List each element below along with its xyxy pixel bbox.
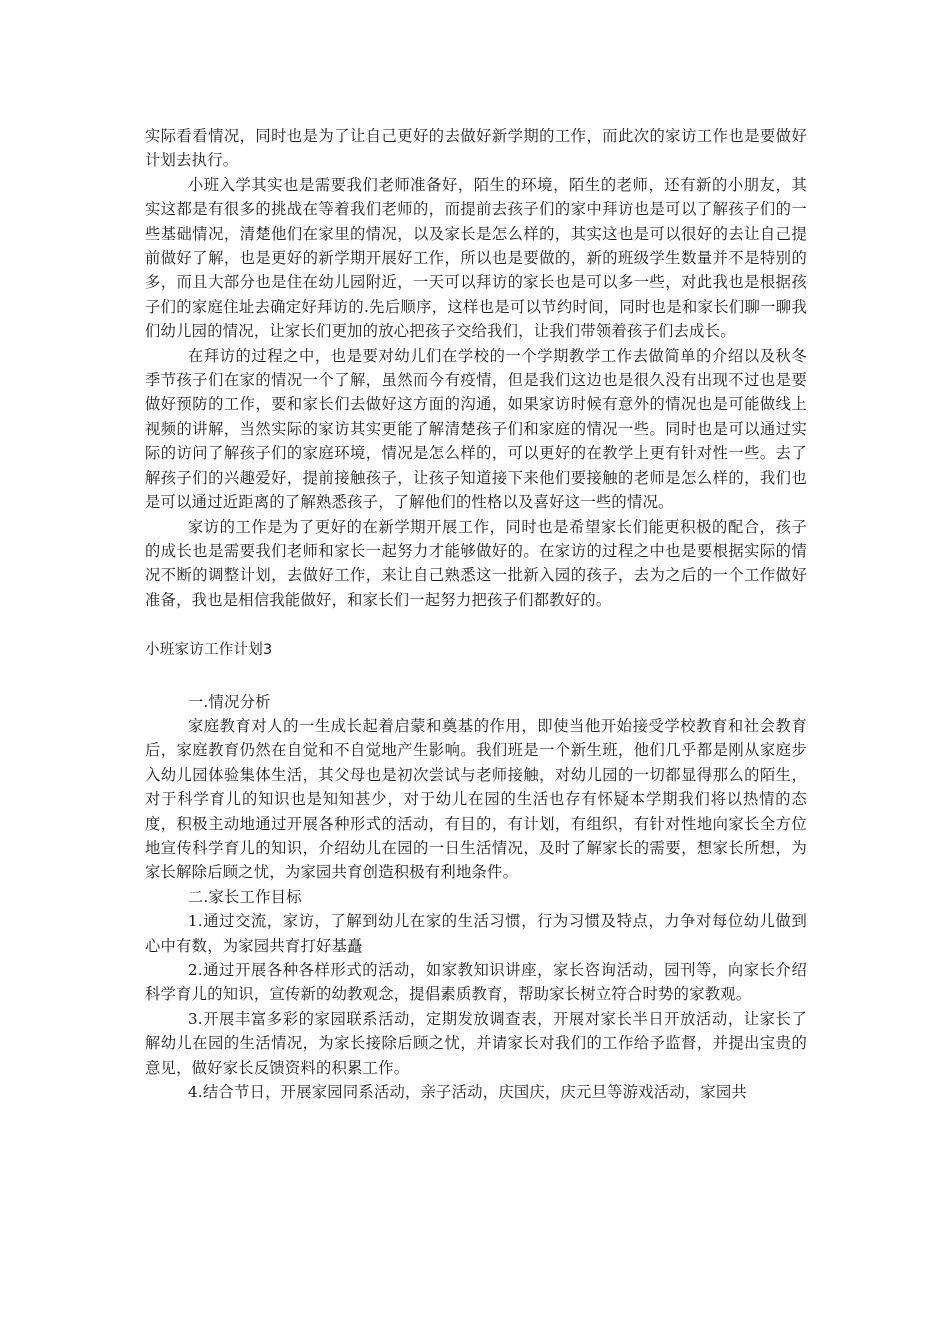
- paragraph: 家访的工作是为了更好的在新学期开展工作，同时也是希望家长们能更积极的配合，孩子的成长也是需要我们老师和家长一起努力才能够做好的。在家访的过程之中也是要根据实际的情况不断的调整计划，去做好工作，来让自己熟悉这一批新入园的孩子，去为之后的一个工作做好准备，我也是相信我能做好，和家长们一起努力把孩子们都教好的。: [145, 517, 807, 609]
- goal-item: 4.结合节日，开展家园同系活动，亲子活动，庆国庆，庆元旦等游戏活动，家园共: [187, 1083, 748, 1102]
- goal-item: 2.通过开展各种各样形式的活动，如家教知识讲座，家长咨询活动，园刊等，向家长介绍科学育儿的知识，宣传新的幼教观念，提倡素质教育，帮助家长树立符合时势的家教观。: [145, 961, 807, 1004]
- subheading-situation-analysis: 一.情况分析: [187, 692, 271, 711]
- subheading-parent-work-goals: 二.家长工作目标: [187, 887, 302, 906]
- paragraph: 在拜访的过程之中，也是要对幼儿们在学校的一个学期教学工作去做简单的介绍以及秋冬季节孩子们在家的情况一个了解，虽然而今有疫情，但是我们这边也是很久没有出现不过也是要做好预防的工作，要和家长们去做好这方面的沟通，如果家访时候有意外的情况也是可能做线上视频的讲解，当然实际的家访其实更能了解清楚孩子们和家庭的情况一些。同时也是可以通过实际的访问了解孩子们的家庭环境，情况是怎么样的，可以更好的在教学上更有针对性一些。去了解孩子们的兴趣爱好，提前接触孩子，让孩子知道接下来他们要接触的老师是怎么样的，我们也是可以通过近距离的了解熟悉孩子，了解他们的性格以及喜好这一些的情况。: [145, 346, 807, 512]
- spacer: [145, 612, 807, 638]
- document-page: [145, 124, 807, 1104]
- paragraph: 家庭教育对人的一生成长起着启蒙和奠基的作用，即使当他开始接受学校教育和社会教育后，家庭教育仍然在自觉和不自觉地产生影响。我们班是一个新生班，他们几乎都是刚从家庭步入幼儿园体验集体生活，其父母也是初次尝试与老师接触，对幼儿园的一切都显得那么的陌生，对于科学育儿的知识也是知知甚少，对于幼儿在园的生活也存有怀疑本学期我们将以热情的态度，积极主动地通过开展各种形式的活动，有目的，有计划，有组织，有针对性地向家长全方位地宣传科学育儿的知识，介绍幼儿在园的一日生活情况，及时了解家长的需要，想家长所想，为家长解除后顾之忧，为家园共育创造积极有利地条件。: [145, 716, 807, 882]
- goal-item: 1.通过交流，家访，了解到幼儿在家的生活习惯，行为习惯及特点，力争对每位幼儿做到心中有数，为家园共育打好基矗: [145, 912, 807, 955]
- paragraph: 小班入学其实也是需要我们老师准备好，陌生的环境，陌生的老师，还有新的小朋友，其实这都是有很多的挑战在等着我们老师的，而提前去孩子们的家中拜访也是可以了解孩子们的一些基础情况，清楚他们在家里的情况，以及家长是怎么样的，其实这也是可以很好的去让自己提前做好了解，也是更好的新学期开展好工作，所以也是要做的，新的班级学生数量并不是特别的多，而且大部分也是住在幼儿园附近，一天可以拜访的家长也是可以多一些，对此我也是根据孩子们的家庭住址去确定好拜访的.先后顺序，这样也是可以节约时间，同时也是和家长们聊一聊我们幼儿园的情况，让家长们更加的放心把孩子交给我们，让我们带领着孩子们去成长。: [145, 175, 807, 341]
- section-title: 小班家访工作计划3: [145, 642, 273, 659]
- paragraph-continuation: 实际看看情况，同时也是为了让自己更好的去做好新学期的工作，而此次的家访工作也是要做好计划去执行。: [145, 127, 807, 170]
- goal-item: 3.开展丰富多彩的家园联系活动，定期发放调查表，开展对家长半日开放活动，让家长了解幼儿在园的生活情况，为家长接除后顾之忧，并请家长对我们的工作给予监督，并提出宝贵的意见，做好家长反馈资料的积累工作。: [145, 1009, 807, 1077]
- spacer: [145, 663, 807, 690]
